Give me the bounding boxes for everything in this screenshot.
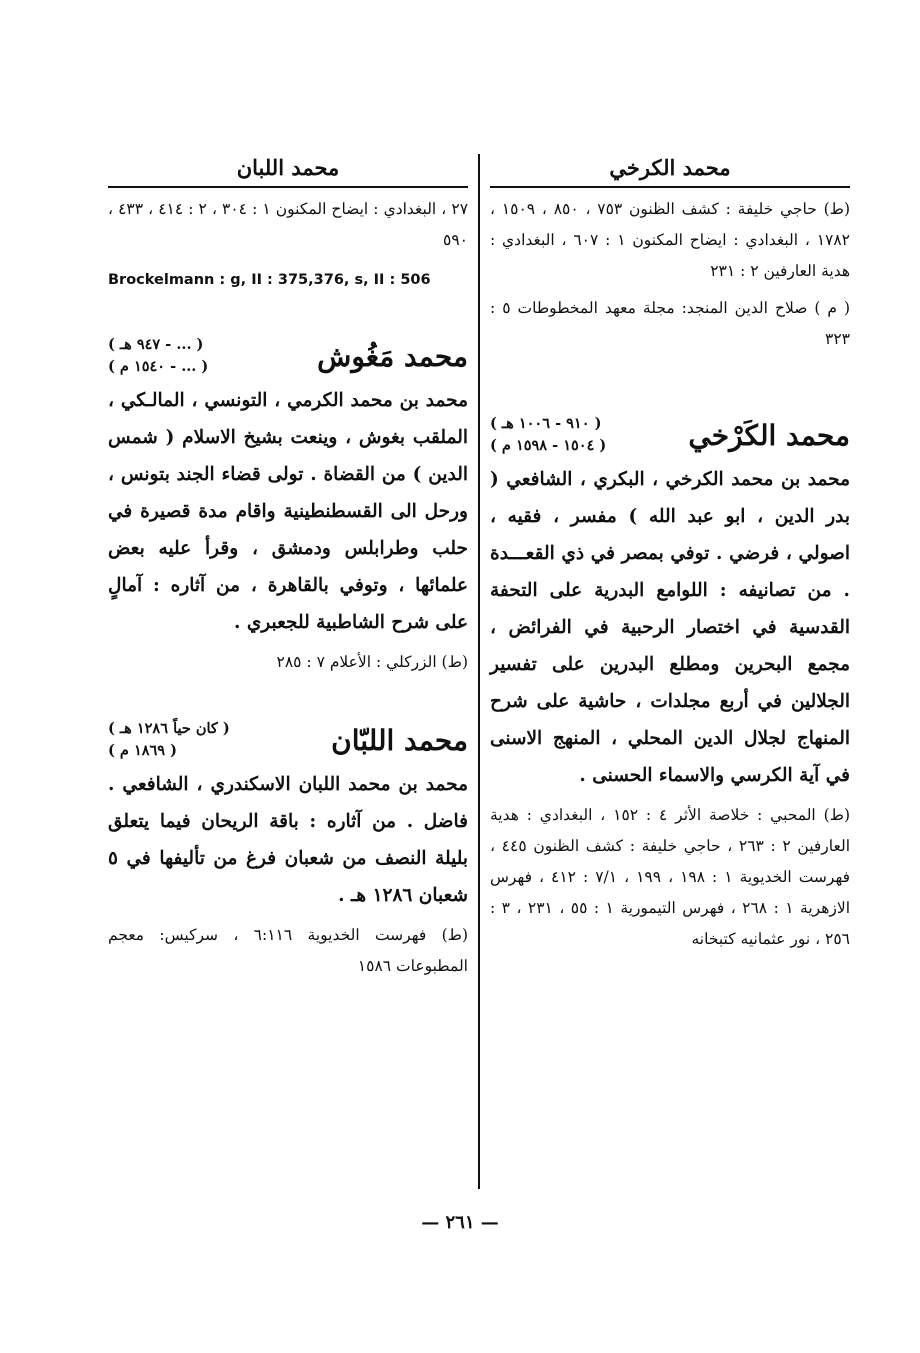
entry-head-labban — [108, 718, 468, 762]
dates-gregorian: ( ١٥٠٤ - ١٥٩٨ م ) — [490, 437, 607, 454]
left-refs-latin: Brockelmann : g, II : 375,376, s, II : 506 — [108, 272, 431, 288]
entry-dates-labban — [108, 718, 230, 762]
entry-body-karkhi: محمد بن محمد الكرخي ، البكري ، الشافعي ( بدر الدين ، ابو عبد الله ) مفسر ، فقيه ، اصولي ، فرضي . توفي بمصر في ذي القعـــدة . من تصانيفه : اللوامع البدرية على التحفة القدسية في اختصار الرحبية في الفرائض ، مجمع البحرين ومطلع البدرين على تفسير الجلالين في أربع مجلدات ، حاشية على شرح المنهاج لجلال الدين المحلي ، المنهج الاسنى في آية الكرسي والاسماء الحسنى . — [490, 469, 850, 786]
dates-hijri: ( كان حياً ١٢٨٦ هـ ) — [108, 720, 230, 737]
entry-name-karkhi: محمد الكَرْخي — [688, 418, 850, 452]
right-running-head: محمد الكرخي — [490, 150, 850, 188]
left-column — [108, 150, 468, 982]
entry-head-maghush — [108, 334, 468, 378]
right-refs-manuscript: ( م ) صلاح الدين المنجد: مجلة معهد المخطوطات ٥ : ٣٢٣ — [490, 299, 851, 348]
entry-body-maghush: محمد بن محمد الكرمي ، التونسي ، المالـكي ، الملقب بغوش ، وينعت بشيخ الاسلام ( شمس الدين ) من القضاة . تولى قضاء الجند بتونس ، ورحل الى القسطنطينية واقام مدة قصيرة في حلب وطرابلس ودمشق ، وقرأ عليه بعض علمائها ، وتوفي بالقاهرة ، من آثاره : آمالٍ على شرح الشاطبية للجعبري . — [108, 390, 468, 633]
dates-hijri: ( ٩١٠ - ١٠٠٦ هـ ) — [490, 415, 602, 432]
entry-refs-karkhi: (ط) المحبي : خلاصة الأثر ٤ : ١٥٢ ، البغدادي : هدية العارفين ٢ : ٢٦٣ ، حاجي خليفة : كشف الظنون ٤٤٥ ، فهرست الخديوية ١ : ١٩٨ ، ١٩٩ ، ٧/١ : ٤١٢ ، فهرس الازهرية ١ : ٢٦٨ ، فهرس التيمورية ١ : ٥٥ ، ٢٣١ ، ٣ : ٢٥٦ ، نور عثمانيه كتبخانه — [490, 806, 851, 948]
entry-dates-maghush — [108, 334, 208, 378]
dates-hijri: ( ... - ٩٤٧ هـ ) — [108, 336, 204, 353]
page-number: — ٢٦١ — — [421, 1212, 499, 1233]
left-running-head: محمد اللبان — [108, 150, 468, 188]
entry-refs-maghush: (ط) الزركلي : الأعلام ٧ : ٢٨٥ — [276, 653, 468, 671]
entry-name-labban: محمد اللبّان — [331, 723, 468, 757]
dates-gregorian: ( ... - ١٥٤٠ م ) — [108, 358, 209, 375]
left-refs-top: ٢٧ ، البغدادي : ايضاح المكنون ١ : ٣٠٤ ، ٢ : ٤١٤ ، ٤٣٣ ، ٥٩٠ — [108, 200, 469, 249]
column-divider — [478, 154, 480, 1189]
right-column — [490, 150, 850, 955]
entry-refs-labban: (ط) فهرست الخديوية ٦:١١٦ ، سركيس: معجم المطبوعات ١٥٨٦ — [108, 926, 469, 975]
entry-body-labban: محمد بن محمد اللبان الاسكندري ، الشافعي . فاضل . من آثاره : باقة الريحان فيما يتعلق بليلة النصف من شعبان فرغ من تأليفها في ٥ شعبان ١٢٨٦ هـ . — [108, 774, 468, 906]
entry-head-karkhi — [490, 413, 850, 457]
entry-dates-karkhi — [490, 413, 606, 457]
entry-name-maghush: محمد مَغُوش — [317, 339, 468, 373]
dates-gregorian: ( ١٨٦٩ م ) — [108, 742, 178, 759]
right-refs-top: (ط) حاجي خليفة : كشف الظنون ٧٥٣ ، ٨٥٠ ، ١٥٠٩ ، ١٧٨٢ ، البغدادي : ايضاح المكنون ١ : ٦٠٧ ، البغدادي : هدية العارفين ٢ : ٢٣١ — [490, 200, 851, 280]
